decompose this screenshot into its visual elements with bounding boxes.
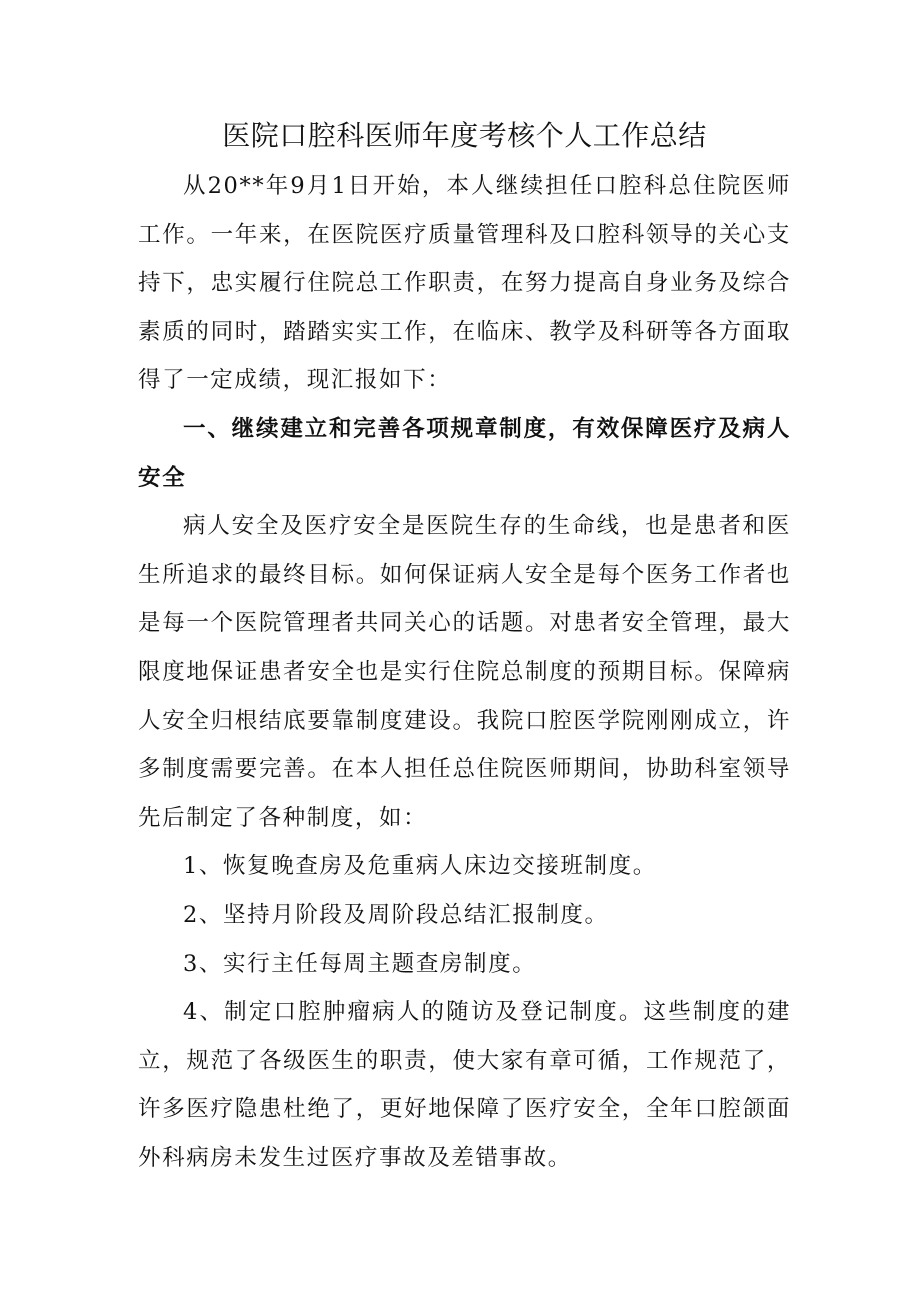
list-item: 3、实行主任每周主题查房制度。 [183,950,537,977]
section-heading: 一、继续建立和完善各项规章制度，有效保障医疗及病人安全 [138,415,791,491]
list-item: 2、坚持月阶段及周阶段总结汇报制度。 [183,901,609,928]
intro-paragraph: 从20**年9月1日开始，本人继续担任口腔科总住院医师工作。一年来，在医院医疗质量管理科及口腔科领导的关心支持下，忠实履行住院总工作职责，在努力提高自身业务及综合素质的同时，踏踏实实工作，在临床、教学及科研等各方面取得了一定成绩，现汇报如下： [138,173,791,394]
document-title: 医院口腔科医师年度考核个人工作总结 [222,119,707,152]
list-item: 1、恢复晚查房及危重病人床边交接班制度。 [183,853,657,880]
section-body-paragraph: 病人安全及医疗安全是医院生存的生命线，也是患者和医生所追求的最终目标。如何保证病人安全是每个医务工作者也是每一个医院管理者共同关心的话题。对患者安全管理，最大限度地保证患者安全也是实行住院总制度的预期目标。保障病人安全归根结底要靠制度建设。我院口腔医学院刚刚成立，许多制度需要完善。在本人担任总住院医师期间，协助科室领导先后制定了各种制度，如： [138,513,791,831]
document-page [138,112,791,1182]
list-item: 4、制定口腔肿瘤病人的随访及登记制度。这些制度的建立，规范了各级医生的职责，使大家有章可循，工作规范了，许多医疗隐患杜绝了，更好地保障了医疗安全，全年口腔颌面外科病房未发生过医疗事故及差错事故。 [138,999,791,1171]
